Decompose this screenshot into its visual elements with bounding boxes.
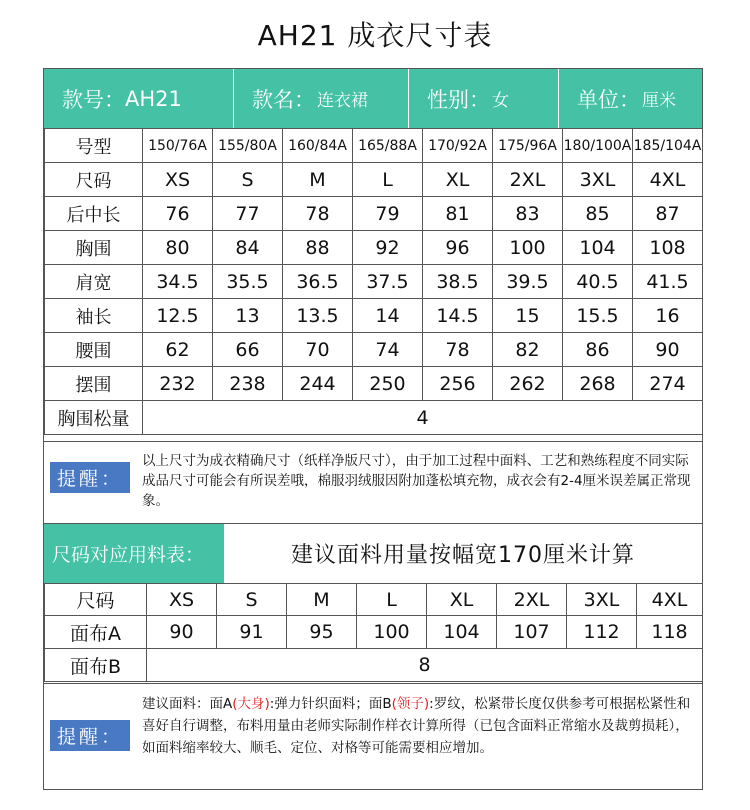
table-cell: 13 — [213, 299, 283, 333]
table-cell: 88 — [283, 231, 353, 265]
table-cell: 83 — [493, 197, 563, 231]
table-row — [45, 231, 703, 265]
header-cell: 150/76A — [143, 129, 213, 163]
fabric-header-label: 尺码 — [45, 584, 147, 616]
table-cell: 112 — [567, 616, 637, 649]
table-cell: 84 — [213, 231, 283, 265]
table-cell: 76 — [143, 197, 213, 231]
table-cell: 80 — [143, 231, 213, 265]
notice-1-tag: 提醒： — [50, 462, 130, 493]
notice-2-body-highlight: (大身) — [232, 696, 270, 712]
ease-label: 胸围松量 — [45, 401, 143, 435]
header-cell: M — [287, 584, 357, 616]
ease-row — [45, 401, 703, 435]
table-cell: 36.5 — [283, 265, 353, 299]
table-cell: 62 — [143, 333, 213, 367]
header-cell: 4XL — [637, 584, 703, 616]
header-cell: 170/92A — [423, 129, 493, 163]
fabric-suggestion: 建议面料用量按幅宽170厘米计算 — [291, 543, 635, 568]
table-cell: 104 — [427, 616, 497, 649]
row-label: 面布B — [45, 649, 147, 682]
table-row — [45, 333, 703, 367]
table-cell: 66 — [213, 333, 283, 367]
notice-2-text-2: :弹力针织面料；面B — [269, 696, 392, 712]
row-label: 后中长 — [45, 197, 143, 231]
table-cell: 39.5 — [493, 265, 563, 299]
table-cell: 96 — [423, 231, 493, 265]
style-name-label: 款名： — [252, 87, 315, 112]
fabric-row-a — [45, 616, 703, 649]
row-label: 袖长 — [45, 299, 143, 333]
fabric-header-row — [45, 584, 703, 616]
table-cell: 108 — [633, 231, 703, 265]
table-row — [45, 197, 703, 231]
table-cell: 35.5 — [213, 265, 283, 299]
table-cell: 244 — [283, 367, 353, 401]
ease-value: 4 — [143, 401, 703, 435]
row-label: 腰围 — [45, 333, 143, 367]
table-cell: 85 — [563, 197, 633, 231]
table-cell: 13.5 — [283, 299, 353, 333]
fabric-row-b — [45, 649, 703, 682]
header-label: 号型 — [45, 129, 143, 163]
table-cell: 232 — [143, 367, 213, 401]
notice-2 — [44, 683, 702, 789]
size-table — [44, 128, 703, 435]
table-cell: 78 — [423, 333, 493, 367]
fabric-table — [44, 583, 703, 682]
notice-1-text: 以上尺寸为成衣精确尺寸（纸样净版尺寸），由于加工过程中面料、工艺和熟练程度不同实际成品尺寸可能会有所误差哦，棉服羽绒服因附加蓬松填充物，成衣会有2-4厘米误差属正常现象。 — [142, 453, 691, 509]
header-cell: 3XL — [567, 584, 637, 616]
table-cell: 3XL — [563, 163, 633, 197]
table-cell: 100 — [493, 231, 563, 265]
notice-2-tag: 提醒： — [50, 720, 130, 751]
header-cell: 185/104A — [633, 129, 703, 163]
table-cell: 118 — [637, 616, 703, 649]
table-cell: 86 — [563, 333, 633, 367]
fabric-section-bar — [44, 523, 702, 583]
header-cell: 160/84A — [283, 129, 353, 163]
notice-2-text-3: :罗纹，松紧带长度仅供参考可根据松紧性和喜好自行调整，布料用量由老师实际制作样衣计算所得（已包含面料正常缩水及裁剪损耗），如面料缩率较大、顺毛、定位、对格等可能需要相应增加。 — [142, 696, 691, 756]
row-label: 胸围 — [45, 231, 143, 265]
header-cell: 180/100A — [563, 129, 633, 163]
gender-label: 性别： — [427, 87, 490, 112]
header-cell: 175/96A — [493, 129, 563, 163]
unit-cell — [559, 69, 702, 128]
table-cell: 78 — [283, 197, 353, 231]
size-header-row — [45, 129, 703, 163]
table-cell: 238 — [213, 367, 283, 401]
table-cell: 82 — [493, 333, 563, 367]
table-cell: 250 — [353, 367, 423, 401]
info-bar — [44, 69, 702, 128]
style-name-value: 连衣裙 — [317, 91, 368, 111]
table-cell: 77 — [213, 197, 283, 231]
unit-label: 单位： — [577, 87, 640, 112]
row-label: 尺码 — [45, 163, 143, 197]
table-cell: 274 — [633, 367, 703, 401]
notice-2-collar-highlight: (领子) — [391, 696, 430, 712]
table-cell: 92 — [353, 231, 423, 265]
table-cell: 95 — [287, 616, 357, 649]
size-sheet — [43, 68, 703, 790]
table-row — [45, 163, 703, 197]
table-cell: 15.5 — [563, 299, 633, 333]
table-cell: 34.5 — [143, 265, 213, 299]
page-title: AH21 成衣尺寸表 — [257, 19, 493, 52]
table-cell: 91 — [217, 616, 287, 649]
table-cell: 79 — [353, 197, 423, 231]
table-cell: M — [283, 163, 353, 197]
header-cell: 165/88A — [353, 129, 423, 163]
table-cell: 37.5 — [353, 265, 423, 299]
table-cell: 100 — [357, 616, 427, 649]
table-cell: 15 — [493, 299, 563, 333]
header-cell: L — [357, 584, 427, 616]
table-cell: 38.5 — [423, 265, 493, 299]
table-cell: 12.5 — [143, 299, 213, 333]
table-cell: 87 — [633, 197, 703, 231]
table-cell: 70 — [283, 333, 353, 367]
table-cell: 74 — [353, 333, 423, 367]
gender-value: 女 — [492, 91, 509, 111]
table-cell: 262 — [493, 367, 563, 401]
table-row — [45, 367, 703, 401]
header-cell: XL — [427, 584, 497, 616]
table-cell: 90 — [147, 616, 217, 649]
notice-1 — [44, 441, 702, 523]
table-cell: 16 — [633, 299, 703, 333]
table-cell: 2XL — [493, 163, 563, 197]
unit-value: 厘米 — [642, 91, 676, 111]
table-row — [45, 299, 703, 333]
table-cell: 41.5 — [633, 265, 703, 299]
table-cell: L — [353, 163, 423, 197]
row-label: 面布A — [45, 616, 147, 649]
table-cell: 107 — [497, 616, 567, 649]
table-cell: XL — [423, 163, 493, 197]
notice-2-text — [142, 693, 696, 759]
table-row — [45, 265, 703, 299]
style-no-label: 款号： — [62, 87, 125, 112]
table-cell: 40.5 — [563, 265, 633, 299]
table-cell: 14.5 — [423, 299, 493, 333]
header-cell: 2XL — [497, 584, 567, 616]
header-cell: S — [217, 584, 287, 616]
table-cell: S — [213, 163, 283, 197]
notice-2-text-1: 建议面料：面A — [142, 696, 233, 712]
header-cell: 155/80A — [213, 129, 283, 163]
table-cell: XS — [143, 163, 213, 197]
fabric-section-title: 尺码对应用料表： — [44, 524, 224, 583]
style-name-cell — [234, 69, 409, 128]
gender-cell — [409, 69, 559, 128]
style-no-value: AH21 — [125, 86, 182, 111]
fabric-b-value: 8 — [147, 649, 703, 682]
table-cell: 104 — [563, 231, 633, 265]
row-label: 肩宽 — [45, 265, 143, 299]
table-cell: 268 — [563, 367, 633, 401]
table-cell: 256 — [423, 367, 493, 401]
header-cell: XS — [147, 584, 217, 616]
table-cell: 4XL — [633, 163, 703, 197]
style-no-cell — [44, 69, 234, 128]
table-cell: 14 — [353, 299, 423, 333]
row-label: 摆围 — [45, 367, 143, 401]
table-cell: 90 — [633, 333, 703, 367]
table-cell: 81 — [423, 197, 493, 231]
